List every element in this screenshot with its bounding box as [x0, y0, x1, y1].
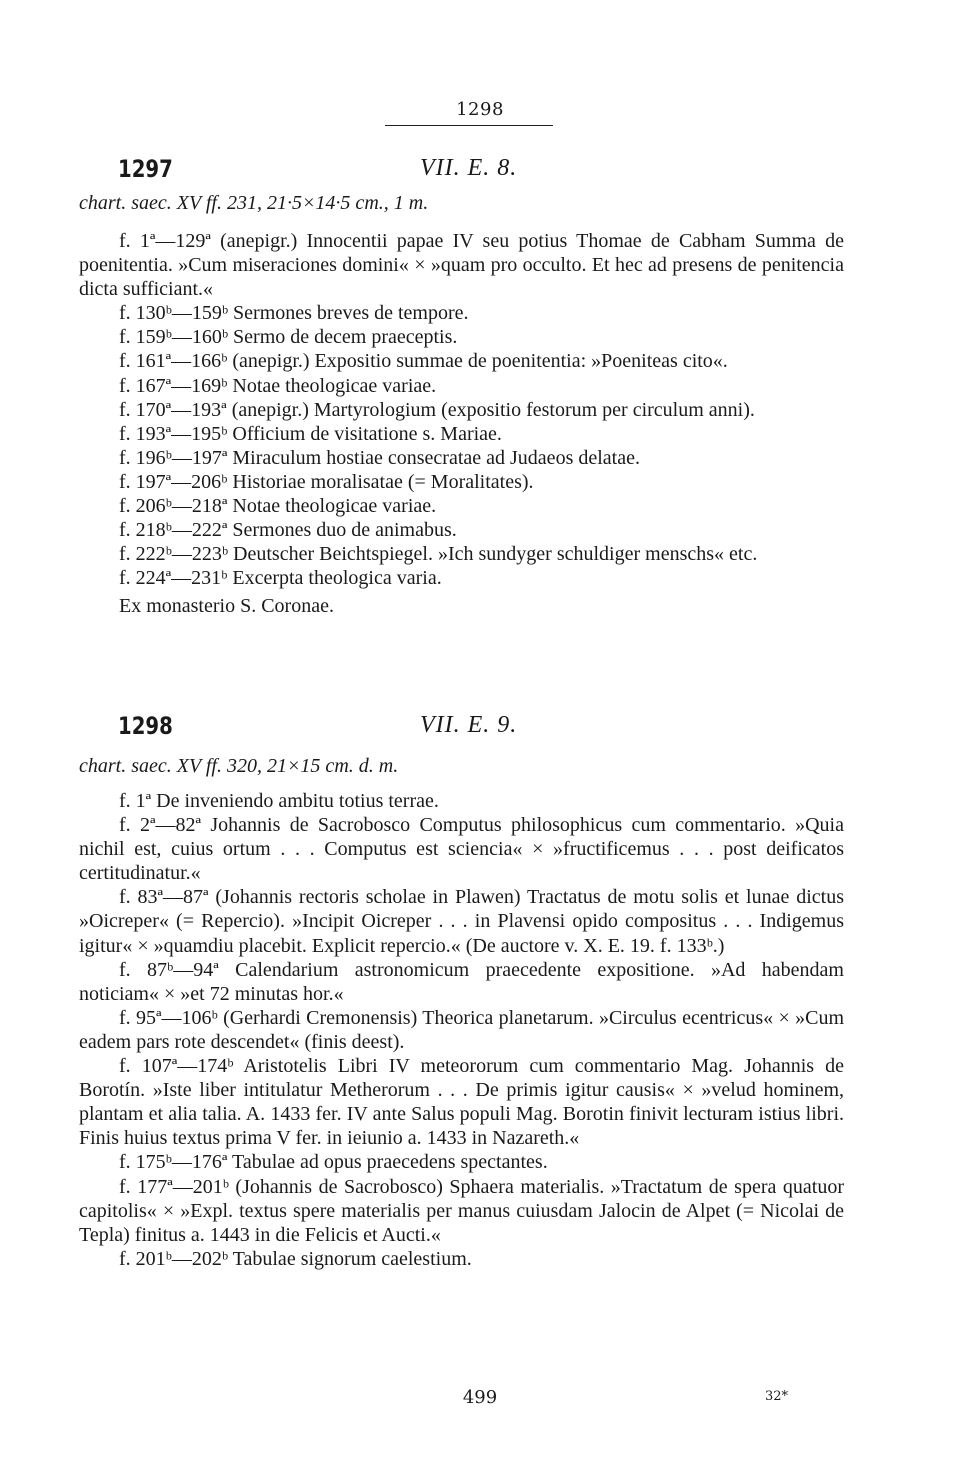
- content-item: f. 2ª—82ª Johannis de Sacrobosco Computus philosophicus cum commentario. »Quia nichil est, cuius ortum . . . Computus est sciencia« × »fructificemus . . . post deificatos certitudinatur.«: [79, 814, 844, 885]
- signature-mark: 32*: [765, 1389, 789, 1404]
- provenance-note: Ex monasterio S. Coronae.: [119, 595, 334, 618]
- entry-description: chart. saec. XV ff. 320, 21×15 cm. d. m.: [79, 755, 399, 777]
- content-item: f. 206ᵇ—218ª Notae theologicae variae.: [119, 495, 437, 518]
- running-head-page-number: 1298: [456, 99, 504, 120]
- entry-description: chart. saec. XV ff. 231, 21·5×14·5 cm., 1 m.: [79, 192, 429, 214]
- entry-number: 1297: [118, 155, 173, 183]
- content-item: f. 130ᵇ—159ᵇ Sermones breves de tempore.: [119, 302, 469, 325]
- entry-contents: [79, 229, 844, 619]
- content-item: f. 175ᵇ—176ª Tabulae ad opus praecedens spectantes.: [119, 1151, 548, 1174]
- content-item: f. 95ª—106ᵇ (Gerhardi Cremonensis) Theorica planetarum. »Circulus ecentricus« × »Cum eadem pars rote descendet« (finis deest).: [79, 1006, 844, 1053]
- content-item: f. 159ᵇ—160ᵇ Sermo de decem praeceptis.: [119, 326, 458, 349]
- content-item: f. 170ª—193ª (anepigr.) Martyrologium (expositio festorum per circulum anni).: [119, 398, 755, 421]
- content-item: f. 83ª—87ª (Johannis rectoris scholae in Plawen) Tractatus de motu solis et lunae dictus »Oicreper« (= Repercio). »Incipit Oicreper . . . in Plavensi opido compositus . . . Indigemus igitur« × »quamdiu placebit. Explicit repercio.« (De auctore v. X. E. 19. f. 133ᵇ.): [79, 886, 844, 957]
- entry-signature: VII. E. 9.: [420, 712, 518, 738]
- content-item: f. 193ª—195ᵇ Officium de visitatione s. Mariae.: [119, 422, 502, 445]
- content-item: f. 196ᵇ—197ª Miraculum hostiae consecratae ad Judaeos delatae.: [119, 446, 640, 469]
- content-item: f. 1ª—129ª (anepigr.) Innocentii papae IV seu potius Thomae de Cabham Summa de poenitentia. »Cum miseraciones domini« × »quam pro occulto. Et hec ad presens de penitencia dicta sufficiant.«: [79, 230, 844, 301]
- content-item: f. 177ª—201ᵇ (Johannis de Sacrobosco) Sphaera materialis. »Tractatum de spera quatuor capitolis« × »Expl. textus spere materialis per manus cuiusdam Jalocin de Alpet (= Nicolai de Tepla) finitus a. 1443 in die Felicis et Aucti.«: [79, 1175, 844, 1246]
- entry-heading: [118, 712, 843, 746]
- running-head: [0, 99, 960, 120]
- content-item: f. 218ᵇ—222ª Sermones duo de animabus.: [119, 519, 457, 542]
- content-item: f. 87ᵇ—94ª Calendarium astronomicum praecedente expositione. »Ad habendam noticiam« × »et 72 minutas hor.«: [79, 958, 844, 1005]
- entry-contents: [79, 789, 844, 1271]
- content-item: f. 224ª—231ᵇ Excerpta theologica varia.: [119, 567, 442, 590]
- content-item: f. 201ᵇ—202ᵇ Tabulae signorum caelestium.: [119, 1247, 472, 1270]
- content-item: f. 222ᵇ—223ᵇ Deutscher Beichtspiegel. »Ich sundyger schuldiger menschs« etc.: [119, 543, 758, 566]
- content-item: f. 107ª—174ᵇ Aristotelis Libri IV meteororum cum commentario Mag. Johannis de Borotín. »Iste liber intitulatur Metherorum . . . De primis igitur causis« × »velud hominem, plantam et alia talia. A. 1433 fer. IV ante Salus populi Mag. Borotin finivit lecturam istius libri. Finis huius textus prima V fer. in ieiunio a. 1433 in Nazareth.«: [79, 1055, 844, 1150]
- running-head-rule: [385, 125, 553, 126]
- content-item: f. 161ª—166ᵇ (anepigr.) Expositio summae de poenitentia: »Poeniteas cito«.: [119, 350, 728, 373]
- content-item: f. 197ª—206ᵇ Historiae moralisatae (= Moralitates).: [119, 470, 534, 493]
- page-number: 499: [462, 1387, 498, 1408]
- entry-number: 1298: [118, 712, 173, 740]
- entry-signature: VII. E. 8.: [420, 155, 518, 181]
- content-item: f. 1ª De inveniendo ambitu totius terrae.: [119, 790, 439, 812]
- entry-heading: [118, 155, 843, 189]
- content-item: f. 167ª—169ᵇ Notae theologicae variae.: [119, 374, 437, 397]
